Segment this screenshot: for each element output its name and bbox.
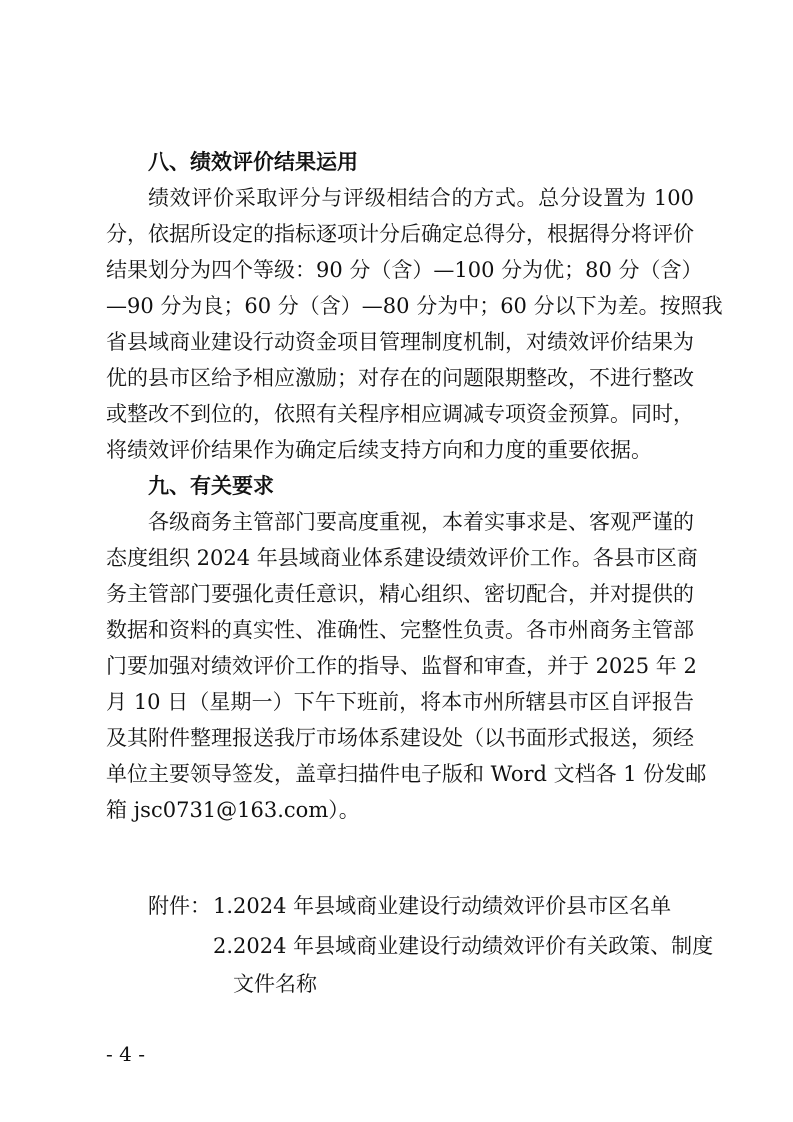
attachments-label: 附件： xyxy=(148,894,211,918)
attachment-item-2-continuation: 文件名称 xyxy=(233,972,317,996)
section-8-line-8: 将绩效评价结果作为确定后续支持方向和力度的重要依据。 xyxy=(106,438,652,462)
section-9-line-2: 态度组织 2024 年县域商业体系建设绩效评价工作。各县市区商 xyxy=(106,546,698,570)
section-9-line-1: 各级商务主管部门要高度重视，本着实事求是、客观严谨的 xyxy=(148,510,694,534)
section-8-line-3: 结果划分为四个等级：90 分（含）—100 分为优；80 分（含） xyxy=(106,258,703,282)
section-9-line-5: 门要加强对绩效评价工作的指导、监督和审查，并于 2025 年 2 xyxy=(106,654,697,678)
section-9-line-6: 月 10 日（星期一）下午下班前，将本市州所辖县市区自评报告 xyxy=(106,690,694,714)
section-9-line-3: 务主管部门要强化责任意识，精心组织、密切配合，并对提供的 xyxy=(106,582,694,606)
section-8-line-6: 优的县市区给予相应激励；对存在的问题限期整改，不进行整改 xyxy=(106,366,694,390)
attachment-item-2: 2.2024 年县域商业建设行动绩效评价有关政策、制度 xyxy=(213,934,714,958)
page-number: - 4 - xyxy=(106,1042,145,1066)
section-8-line-4: —90 分为良；60 分（含）—80 分为中；60 分以下为差。按照我 xyxy=(106,294,723,318)
section-8-heading: 八、绩效评价结果运用 xyxy=(148,150,358,174)
section-9-line-4: 数据和资料的真实性、准确性、完整性负责。各市州商务主管部 xyxy=(106,618,694,642)
section-8-line-2: 分，依据所设定的指标逐项计分后确定总得分，根据得分将评价 xyxy=(106,222,694,246)
section-9-line-7: 及其附件整理报送我厅市场体系建设处（以书面形式报送，须经 xyxy=(106,726,694,750)
section-9-line-8: 单位主要领导签发，盖章扫描件电子版和 Word 文档各 1 份发邮 xyxy=(106,762,707,786)
section-8-line-5: 省县域商业建设行动资金项目管理制度机制，对绩效评价结果为 xyxy=(106,330,694,354)
section-8-line-1: 绩效评价采取评分与评级相结合的方式。总分设置为 100 xyxy=(148,186,694,210)
section-9-line-9: 箱 jsc0731@163.com）。 xyxy=(106,798,360,822)
attachment-item-1: 1.2024 年县域商业建设行动绩效评价县市区名单 xyxy=(213,894,672,918)
section-8-line-7: 或整改不到位的，依照有关程序相应调减专项资金预算。同时， xyxy=(106,402,694,426)
section-9-heading: 九、有关要求 xyxy=(148,474,274,498)
